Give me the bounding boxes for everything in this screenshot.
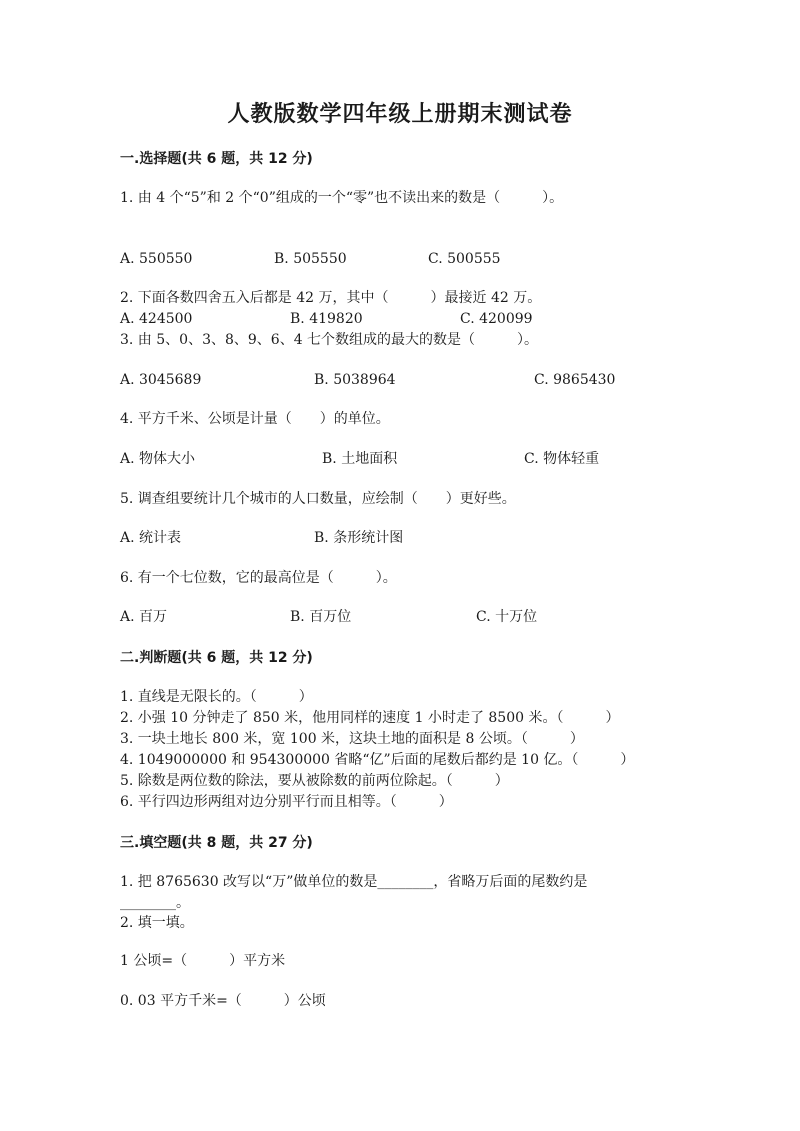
option-c: C. 十万位 xyxy=(476,609,538,625)
judgement-item: 2. 小强 10 分钟走了 850 米，他用同样的速度 1 小时走了 8500 米。（ ） xyxy=(120,710,620,726)
option-c: C. 9865430 xyxy=(534,372,616,388)
option-a: A. 424500 xyxy=(120,311,193,327)
fill-item: 1. 把 8765630 改写以“万”做单位的数是________，省略万后面的尾数约是 xyxy=(120,874,588,890)
fill-item: 1 公顷=（ ）平方米 xyxy=(120,953,286,969)
page-title: 人教版数学四年级上册期末测试卷 xyxy=(227,102,573,127)
option-c: C. 物体轻重 xyxy=(524,451,600,467)
judgement-item: 5. 除数是两位数的除法，要从被除数的前两位除起。（ ） xyxy=(120,773,509,789)
option-a: A. 统计表 xyxy=(120,530,182,546)
section-heading-fill-blank: 三.填空题(共 8 题，共 27 分) xyxy=(120,835,313,851)
judgement-item: 6. 平行四边形两组对边分别平行而且相等。（ ） xyxy=(120,794,453,810)
fill-item: 2. 填一填。 xyxy=(120,915,194,931)
judgement-item: 1. 直线是无限长的。（ ） xyxy=(120,689,313,705)
question-stem: 1. 由 4 个“5”和 2 个“0”组成的一个“零”也不读出来的数是（ ）。 xyxy=(120,190,564,206)
option-b: B. 505550 xyxy=(274,251,347,267)
section-heading-choice: 一.选择题(共 6 题，共 12 分) xyxy=(120,151,313,167)
fill-item: 0. 03 平方千米=（ ）公顷 xyxy=(120,993,326,1009)
judgement-item: 4. 1049000000 和 954300000 省略“亿”后面的尾数后都约是 10 亿。（ ） xyxy=(120,752,635,768)
question-stem: 4. 平方千米、公顷是计量（ ）的单位。 xyxy=(120,411,390,427)
option-c: C. 420099 xyxy=(460,311,533,327)
option-a: A. 550550 xyxy=(120,251,193,267)
option-a: A. 百万 xyxy=(120,609,168,625)
option-a: A. 3045689 xyxy=(120,372,202,388)
section-heading-judgement: 二.判断题(共 6 题，共 12 分) xyxy=(120,650,313,666)
question-stem: 3. 由 5、0、3、8、9、6、4 七个数组成的最大的数是（ ）。 xyxy=(120,332,539,348)
option-b: B. 条形统计图 xyxy=(314,530,404,546)
option-c: C. 500555 xyxy=(428,251,501,267)
fill-item: ________。 xyxy=(120,895,190,911)
question-stem: 5. 调查组要统计几个城市的人口数量，应绘制（ ）更好些。 xyxy=(120,491,516,507)
option-b: B. 5038964 xyxy=(314,372,396,388)
option-a: A. 物体大小 xyxy=(120,451,196,467)
judgement-item: 3. 一块土地长 800 米，宽 100 米，这块土地的面积是 8 公顷。（ ） xyxy=(120,731,584,747)
option-b: B. 百万位 xyxy=(290,609,352,625)
option-b: B. 土地面积 xyxy=(322,451,398,467)
question-stem: 6. 有一个七位数，它的最高位是（ ）。 xyxy=(120,570,397,586)
question-stem: 2. 下面各数四舍五入后都是 42 万，其中（ ）最接近 42 万。 xyxy=(120,290,542,306)
option-b: B. 419820 xyxy=(290,311,363,327)
